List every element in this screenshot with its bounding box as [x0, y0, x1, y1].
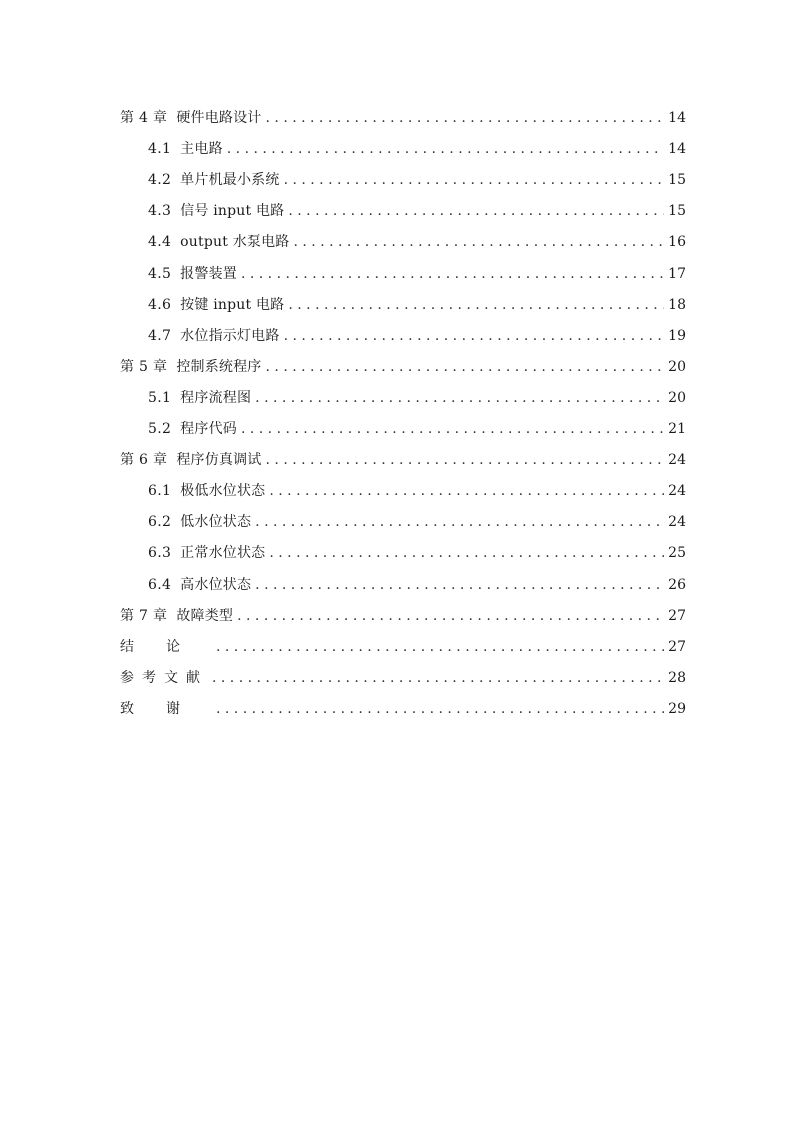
toc-chapter-7[interactable]	[120, 597, 686, 628]
toc-dot-leader	[255, 510, 664, 534]
toc-entry-title: 信号 input 电路	[180, 203, 285, 220]
toc-page-number: 20	[668, 389, 686, 406]
toc-page-number: 15	[668, 172, 686, 189]
toc-dot-leader	[212, 666, 664, 690]
toc-acknowledgements[interactable]	[120, 690, 686, 721]
toc-entry-title: 故障类型	[176, 607, 234, 624]
toc-dot-leader	[288, 293, 664, 317]
toc-entry-title: 程序流程图	[180, 389, 252, 406]
toc-section-6-1[interactable]	[120, 472, 686, 503]
toc-dot-leader	[255, 386, 664, 410]
toc-entry-number: 4.3	[148, 203, 172, 220]
toc-page-number: 24	[668, 452, 686, 469]
toc-page-number: 16	[668, 234, 686, 251]
toc-entry-number: 6.2	[148, 514, 172, 531]
toc-page-number: 27	[668, 638, 686, 655]
toc-section-4-4[interactable]	[120, 223, 686, 254]
toc-page-number: 17	[668, 265, 686, 282]
toc-dot-leader	[294, 230, 665, 254]
toc-section-5-1[interactable]	[120, 379, 686, 410]
toc-page-number: 14	[668, 110, 686, 127]
toc-entry-title: 低水位状态	[180, 514, 252, 531]
toc-dot-leader	[216, 635, 664, 659]
toc-conclusion[interactable]	[120, 628, 686, 659]
toc-chapter-6[interactable]	[120, 441, 686, 472]
toc-entry-title: 致谢	[120, 700, 212, 717]
toc-dot-leader	[266, 448, 664, 472]
toc-page-number: 20	[668, 358, 686, 375]
toc-section-4-5[interactable]	[120, 254, 686, 285]
table-of-contents	[120, 99, 686, 721]
toc-entry-title: 报警装置	[180, 265, 237, 282]
toc-entry-number: 4.6	[148, 296, 172, 313]
toc-entry-number: 6.3	[148, 545, 172, 562]
toc-page-number: 19	[668, 327, 686, 344]
toc-dot-leader	[216, 697, 664, 721]
toc-entry-number: 5.1	[148, 389, 172, 406]
toc-dot-leader	[266, 106, 664, 130]
toc-entry-title: 结论	[120, 638, 212, 655]
toc-entry-number: 6.4	[148, 576, 172, 593]
toc-section-4-3[interactable]	[120, 192, 686, 223]
toc-dot-leader	[227, 137, 664, 161]
toc-section-4-1[interactable]	[120, 130, 686, 161]
toc-dot-leader	[269, 541, 664, 565]
toc-entry-title: 极低水位状态	[180, 483, 266, 500]
toc-section-4-2[interactable]	[120, 161, 686, 192]
toc-page-number: 28	[668, 669, 686, 686]
toc-entry-number: 第 6 章	[120, 452, 168, 469]
toc-entry-number: 第 4 章	[120, 110, 168, 127]
toc-section-6-2[interactable]	[120, 503, 686, 534]
toc-entry-title: 主电路	[180, 141, 223, 158]
toc-page-number: 27	[668, 607, 686, 624]
toc-page-number: 18	[668, 296, 686, 313]
toc-entry-number: 5.2	[148, 421, 172, 438]
toc-dot-leader	[237, 604, 664, 628]
toc-entry-number: 4.5	[148, 265, 172, 282]
toc-dot-leader	[255, 573, 664, 597]
toc-entry-number: 第 5 章	[120, 358, 168, 375]
toc-section-4-7[interactable]	[120, 317, 686, 348]
toc-dot-leader	[269, 479, 664, 503]
toc-entry-number: 4.7	[148, 327, 172, 344]
toc-dot-leader	[284, 324, 664, 348]
toc-dot-leader	[266, 355, 664, 379]
toc-page-number: 21	[668, 421, 686, 438]
toc-entry-title: 按键 input 电路	[180, 296, 285, 313]
toc-page-number: 14	[668, 141, 686, 158]
toc-page-number: 15	[668, 203, 686, 220]
toc-section-5-2[interactable]	[120, 410, 686, 441]
toc-dot-leader	[241, 417, 664, 441]
toc-entry-title: 正常水位状态	[180, 545, 266, 562]
toc-entry-number: 4.2	[148, 172, 172, 189]
toc-page-number: 24	[668, 514, 686, 531]
toc-entry-number: 4.4	[148, 234, 172, 251]
toc-entry-title: 程序代码	[180, 421, 237, 438]
toc-references[interactable]	[120, 659, 686, 690]
toc-section-6-3[interactable]	[120, 534, 686, 565]
toc-entry-number: 第 7 章	[120, 607, 168, 624]
toc-chapter-5[interactable]	[120, 348, 686, 379]
toc-page-number: 24	[668, 483, 686, 500]
toc-entry-title: 水位指示灯电路	[180, 327, 280, 344]
toc-entry-title: 控制系统程序	[176, 358, 262, 375]
toc-dot-leader	[241, 262, 664, 286]
toc-section-4-6[interactable]	[120, 286, 686, 317]
toc-entry-title: 硬件电路设计	[176, 110, 262, 127]
toc-entry-title: 高水位状态	[180, 576, 252, 593]
toc-entry-title: output 水泵电路	[180, 234, 290, 251]
toc-entry-title: 参考文献	[120, 669, 208, 686]
toc-page-number: 29	[668, 700, 686, 717]
toc-section-6-4[interactable]	[120, 565, 686, 596]
toc-page-number: 26	[668, 576, 686, 593]
toc-entry-title: 单片机最小系统	[180, 172, 280, 189]
toc-entry-number: 6.1	[148, 483, 172, 500]
toc-entry-title: 程序仿真调试	[176, 452, 262, 469]
toc-chapter-4[interactable]	[120, 99, 686, 130]
toc-dot-leader	[284, 168, 664, 192]
toc-dot-leader	[288, 199, 664, 223]
toc-entry-number: 4.1	[148, 141, 172, 158]
toc-page-number: 25	[668, 545, 686, 562]
